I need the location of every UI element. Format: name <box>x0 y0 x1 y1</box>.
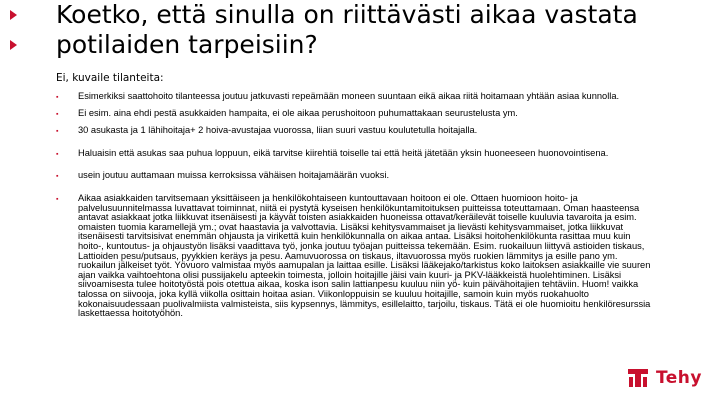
bullet-text: Esimerkiksi saattohoito tilanteessa joutuu jatkuvasti repeämään moneen suuntaan eikä aikaa riitä hoitamaan yhtään asiaa kunnolla. <box>78 91 620 101</box>
bullet-list <box>56 92 656 326</box>
bullet-text: Ei esim. aina ehdi pestä asukkaiden hampaita, ei ole aikaa perushoitoon puhumattakaan seurustelusta ym. <box>78 108 518 119</box>
bullet-text: Haluaisin että asukas saa puhua loppuun, eikä tarvitse kiirehtiä toiselle tai että heitä jätetään yksin huoneeseen huonovointisena. <box>78 147 609 158</box>
bullet-icon: ▪ <box>56 195 59 203</box>
bullet-icon: ▪ <box>56 111 59 119</box>
list-item <box>56 171 656 181</box>
bullet-text: Aikaa asiakkaiden tarvitsemaan yksittäiseen ja henkilökohtaiseen kuntouttavaan hoitoon ei ole. Ottaen huomioon hoito- ja palvelusuunnitelmassa luvattavat toiminnat, niitä ei pystytä kyseisen henkilökuntamitoituksen puitteissa toteuttamaan. Oman haasteensa antavat asiakkaat jotka liikkuvat itsenäisesti ja käyvät toisten asiakkaiden huoneissa ottavat/keräilevät toiselle kuuluvia tavaroita ja esim. omaisten tuomia karamellejä ym.; ovat haastavia ja valvottavia. Lisäksi kehitysvammaiset ja lievästi kehitysvammaiset, jotka liikkuvat itsenäisesti tarvitsisivat enemmän ohjausta ja virikettä kuin henkilökunnalla on aikaa antaa. Lisäksi hoitohenkilökunta rasittaa muu kuin hoito-, kuntoutus- ja ohjaustyön lisäksi vaadittava työ, jonka joutuu työajan puitteissa tekemään. Esim. ruokailuun liittyvä astioiden tiskaus, Lattioiden pesu/putsaus, pyykkien keräys ja pesu. Aamuvuorossa on tiskaus, iltavuorossa myös ruokien lämmitys ja esille pano ym. ruokailun jälkeiset työt. Yövuoro valmistaa myös aamupalan ja laittaa esille. Lisäksi lääkejako/tarkistus koko laitoksen asiakkaille vie suuren ajan vaikka vaihtoehtona olisi pussijakelu apteekin toimesta, jolloin hoitajille jäisi vain kuuri- ja PKV-lääkkeistä huolehtiminen. Lisäksi siivoamisesta tulee hoitotyöstä pois otettua aikaa, koska ison salin lattianpesu kuuluu niin yö- kuin päivähoitajien tehtäviin. Huom! vaikka talossa on siivooja, joka kyllä viikolla osittain hoitaa asian. Viikonloppuisin se kuuluu hoitajille, samoin kuin myös ruokahuolto kokonaisuudessaan puolivalmiista valmisteista, siis kypsennys, lämmitys, esillelaitto, tarjoilu, tiskaus. Tätä ei ole huomioitu henkilöresurssia laskettaessa hoitotyöhön. <box>78 192 651 319</box>
list-item <box>56 194 656 319</box>
list-item <box>56 109 656 119</box>
tehy-logo <box>625 365 702 391</box>
tehy-logo-mark-icon <box>625 365 651 391</box>
bullet-icon: ▪ <box>56 173 59 181</box>
list-item <box>56 126 656 136</box>
bullet-text: 30 asukasta ja 1 lähihoitaja+ 2 hoiva-avustajaa vuorossa, liian suuri vastuu koulutetulla hoitajalla. <box>78 125 478 136</box>
slide-title: Koetko, että sinulla on riittävästi aikaa vastata potilaiden tarpeisiin? <box>56 0 638 59</box>
slide-subtitle: Ei, kuvaile tilanteita: <box>56 72 164 84</box>
bullet-text: usein joutuu auttamaan muissa kerroksissa vähäisen hoitajamäärän vuoksi. <box>78 170 390 181</box>
bullet-icon: ▪ <box>56 150 59 158</box>
list-item <box>56 149 656 159</box>
tehy-logo-text: Tehy <box>655 368 702 388</box>
list-item <box>56 92 656 102</box>
bullet-icon: ▪ <box>56 128 59 136</box>
title-marker-icon <box>10 40 17 50</box>
title-marker-icon <box>10 10 17 20</box>
bullet-icon: ▪ <box>56 94 59 101</box>
